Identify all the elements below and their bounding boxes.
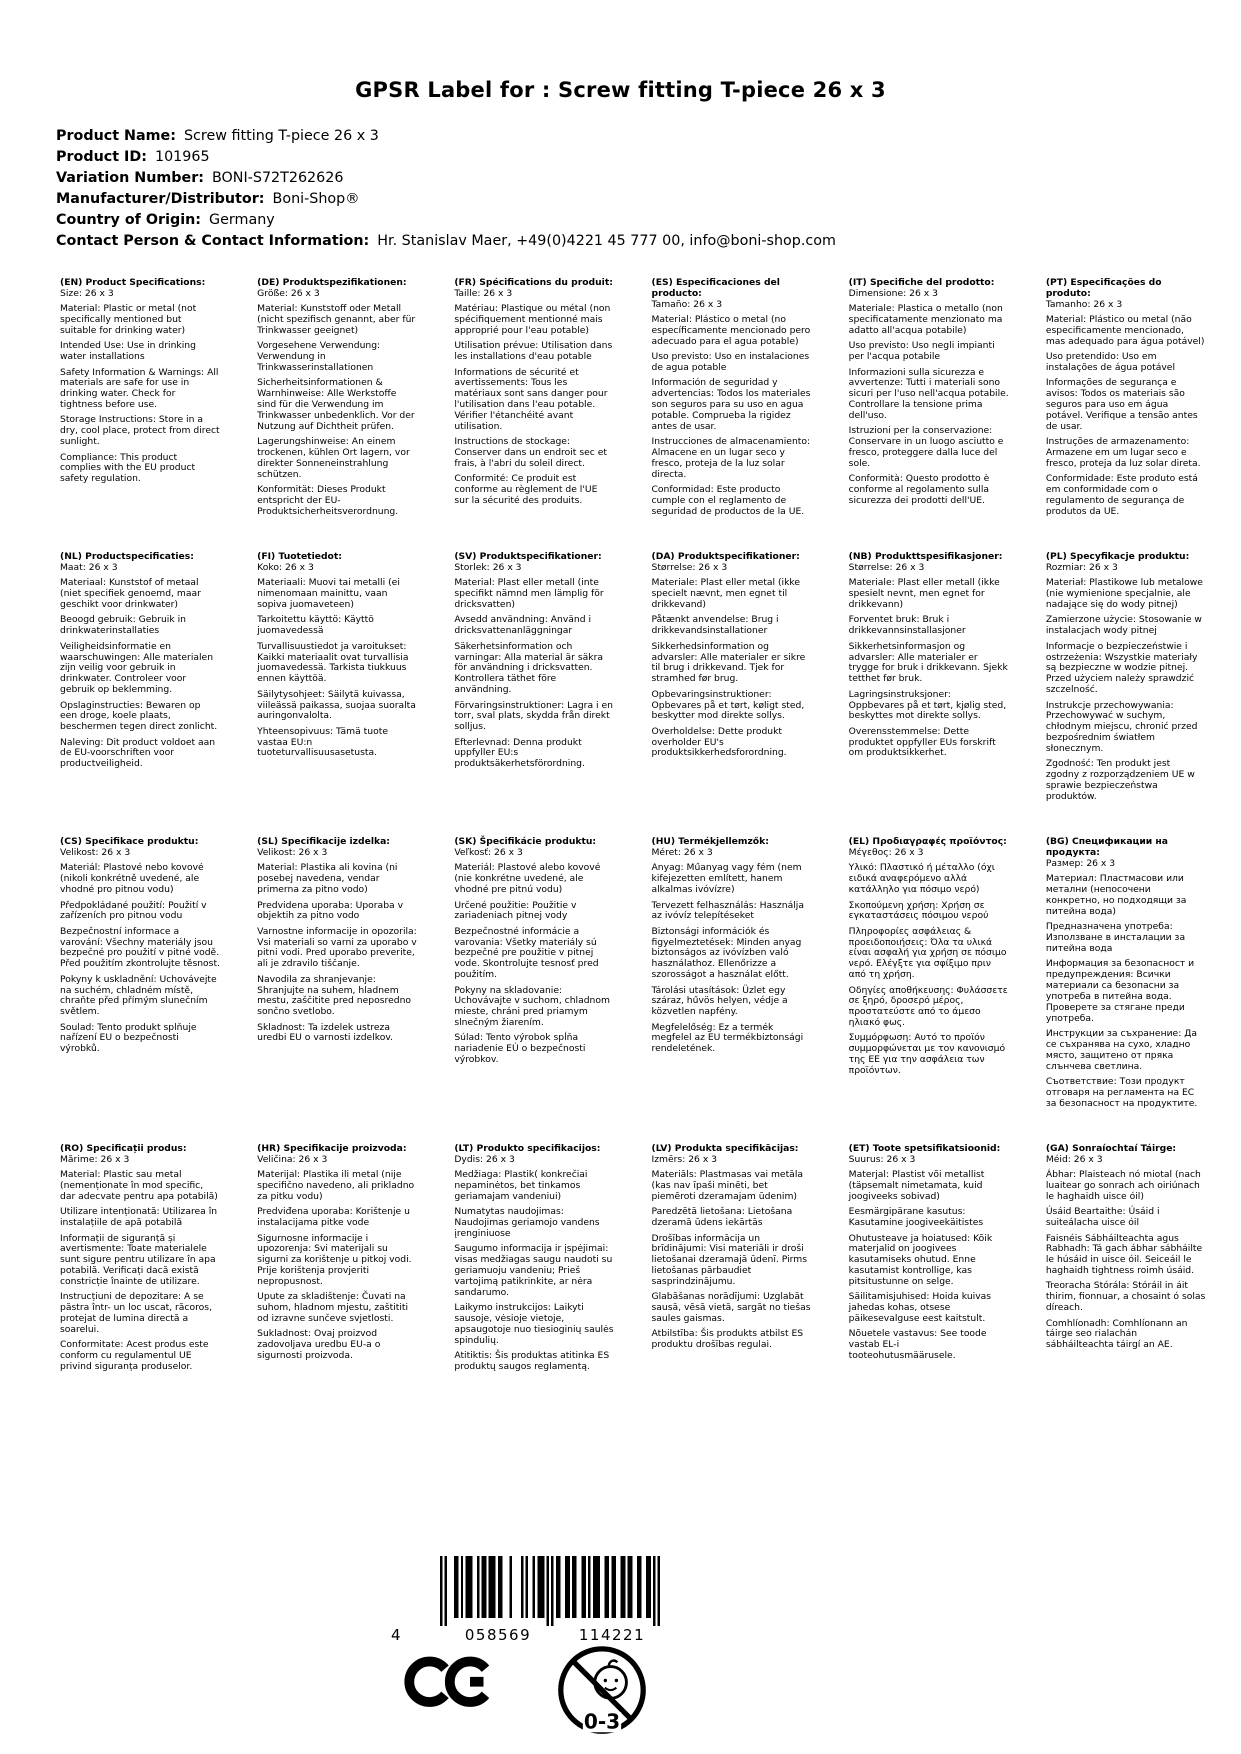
- spec-paragraph: Pokyny k uskladnění: Uchovávejte na suchém, chladném místě, chraňte před přímým slunečním světlem.: [60, 973, 217, 1018]
- product-info: [56, 126, 836, 252]
- barcode-digit-group-right: 114221: [578, 1626, 646, 1644]
- spec-paragraph: Οδηγίες αποθήκευσης: Φυλάσσετε σε ξηρό, δροσερό μέρος, προστατεύστε από το άμεσο ηλιακό φως.: [848, 984, 1008, 1029]
- spec-block-title: (NB) Produkttspesifikasjoner:: [848, 551, 1003, 563]
- spec-paragraph: Информация за безопасност и предупреждения: Всички материали са безопасни за употреба в питейна вода. Проверете за стягане преди употреба.: [1045, 958, 1195, 1024]
- spec-block-ro: [60, 1144, 220, 1377]
- spec-paragraph: Υλικό: Πλαστικό ή μέταλλο (όχι ειδικά αναφερόμενο αλλά κατάλληλο για πόσιμο νερό): [848, 862, 995, 896]
- product-info-label: Variation Number:: [56, 170, 204, 186]
- spec-paragraph: Faisnéis Sábháilteachta agus Rabhadh: Tá gach ábhar sábháilte le húsáid in uisce óil. Seiceáil le haghaidh tightness roimh úsáid.: [1045, 1232, 1203, 1277]
- barcode-digits: [388, 1626, 678, 1646]
- spec-paragraph: Izmērs: 26 x 3: [651, 1153, 718, 1165]
- spec-block-title: (NL) Productspecificaties:: [60, 551, 194, 563]
- spec-paragraph: Dydis: 26 x 3: [454, 1153, 515, 1165]
- spec-paragraph: Informazioni sulla sicurezza e avvertenze: Tutti i materiali sono sicuri per l'uso nell'acqua potabile. Controllare la tensione prima dell'uso.: [848, 366, 1009, 421]
- spec-paragraph: Размер: 26 x 3: [1045, 857, 1116, 869]
- spec-paragraph: Beoogd gebruik: Gebruik in drinkwaterinstallaties: [60, 614, 186, 637]
- spec-block-lv: [652, 1144, 812, 1377]
- spec-paragraph: Rozmiar: 26 x 3: [1045, 562, 1118, 574]
- spec-paragraph: Súlad: Tento výrobok spĺňa nariadenie EÚ o bezpečnosti výrobkov.: [454, 1032, 586, 1066]
- spec-paragraph: Säilitamisjuhised: Hoida kuivas jahedas kohas, otsese päikesevalguse eest kaitstult.: [848, 1291, 992, 1325]
- spec-block-title: (LT) Produkto specifikacijos:: [454, 1143, 601, 1154]
- page-title: GPSR Label for : Screw fitting T-piece 26 x 3: [355, 78, 886, 102]
- spec-paragraph: Tamanho: 26 x 3: [1045, 298, 1123, 310]
- spec-paragraph: Uso pretendido: Uso em instalações de água potável: [1045, 351, 1176, 374]
- spec-paragraph: Glabāšanas norādījumi: Uzglabāt sausā, vēsā vietā, sargāt no tiešas saules gaismas.: [651, 1291, 811, 1325]
- spec-paragraph: Uso previsto: Uso en instalaciones de agua potable: [651, 351, 810, 374]
- spec-paragraph: Předpokládané použití: Použití v zařízeních pro pitnou vodu: [60, 899, 207, 922]
- spec-paragraph: Säkerhetsinformation och varningar: Alla material är säkra för användning i dricksvatten. Kontrollera täthet före användning.: [454, 640, 603, 696]
- spec-paragraph: Eesmärgipärane kasutus: Kasutamine joogiveekäitistes: [848, 1206, 984, 1229]
- product-info-label: Product Name:: [56, 128, 176, 144]
- spec-paragraph: Overholdelse: Dette produkt overholder EU's produktsikkerhedsforordning.: [651, 725, 787, 759]
- product-info-value: Screw fitting T-piece 26 x 3: [183, 128, 379, 144]
- spec-paragraph: Predviđena uporaba: Korištenje u instalacijama pitke vode: [257, 1206, 410, 1229]
- spec-paragraph: Säilytysohjeet: Säilytä kuivassa, viileässä paikassa, suojaa suoralta auringonvalolta.: [257, 688, 416, 722]
- spec-paragraph: Conformité: Ce produit est conforme au règlement de l'UE sur la sécurité des produits.: [454, 473, 598, 506]
- spec-paragraph: Efterlevnad: Denna produkt uppfyller EU:s produktsäkerhetsförordning.: [454, 736, 585, 770]
- baby-face-icon: [595, 1667, 627, 1699]
- spec-paragraph: Zgodność: Ten produkt jest zgodny z rozporządzeniem UE w sprawie bezpieczeństwa produktów.: [1045, 758, 1195, 802]
- spec-paragraph: Veličina: 26 x 3: [257, 1153, 328, 1165]
- spec-paragraph: Medžiaga: Plastik( konkrečiai nepaminėtos, bet tinkamos geriamajam vandeniui): [454, 1169, 588, 1202]
- spec-block-sv: [454, 552, 614, 807]
- spec-paragraph: Instrucciones de almacenamiento: Almacene en un lugar seco y fresco, proteja de la luz solar directa.: [651, 436, 811, 480]
- spec-block-it: [849, 278, 1009, 522]
- spec-block-title: (GA) Sonraíochtaí Táirge:: [1045, 1143, 1177, 1154]
- spec-paragraph: Lagringsinstruksjoner: Oppbevares på et tørt, kjølig sted, beskyttes mot direkte sollys.: [848, 688, 1007, 722]
- spec-paragraph: Safety Information & Warnings: All materials are safe for use in drinking water. Check for tightness before use.: [60, 366, 219, 411]
- spec-paragraph: Materiál: Plastové nebo kovové (nikoli konkrétně uvedené, ale vhodné pro pitnou vodu): [60, 862, 204, 896]
- spec-paragraph: Conformitate: Acest produs este conform cu regulamentul UE privind siguranța produselor.: [60, 1339, 209, 1372]
- spec-block-en: [60, 278, 220, 522]
- spec-paragraph: Drošības informācija un brīdinājumi: Visi materiāli ir droši lietošanai dzeramajā ūdenī. Pirms lietošanas pārbaudiet sasprindzinājumu.: [651, 1232, 807, 1287]
- spec-block-title: (ET) Toote spetsifikatsioonid:: [848, 1143, 1001, 1154]
- spec-paragraph: Materiál: Plastové alebo kovové (nie konkrétne uvedené, ale vhodné pre pitnú vodu): [454, 862, 601, 896]
- spec-paragraph: Material: Kunststoff oder Metall (nicht spezifisch genannt, aber für Trinkwasser geeignet): [257, 303, 416, 336]
- spec-block-title: (SK) Špecifikácie produktu:: [454, 836, 597, 848]
- spec-paragraph: Ohutusteave ja hoiatused: Kõik materjalid on joogivees kasutamiseks ohutud. Enne kasutamist kontrollige, kas pitsitustunne on selge.: [848, 1232, 993, 1287]
- spec-paragraph: Sigurnosne informacije i upozorenja: Svi materijali su sigurni za korištenje u pitkoj vodi. Prije korištenja provjeriti nepropusnost.: [257, 1232, 412, 1287]
- spec-paragraph: Materiaali: Muovi tai metalli (ei nimenomaan mainittu, vaan sopiva juomaveteen): [257, 577, 400, 611]
- spec-paragraph: Μέγεθος: 26 x 3: [848, 847, 924, 859]
- spec-paragraph: Koko: 26 x 3: [257, 562, 314, 574]
- spec-paragraph: Tamaño: 26 x 3: [651, 298, 723, 310]
- product-info-label: Country of Origin:: [56, 212, 202, 228]
- spec-paragraph: Matériau: Plastique ou métal (non spécifiquement mentionné mais approprié pour l'eau potable): [454, 303, 611, 336]
- spec-paragraph: Určené použitie: Použitie v zariadeniach pitnej vody: [454, 899, 577, 922]
- spec-paragraph: Инструкции за съхранение: Да се съхранява на сухо, хладно място, защитено от пряка слънчева светлина.: [1045, 1027, 1198, 1072]
- spec-paragraph: Zamierzone użycie: Stosowanie w instalacjach wody pitnej: [1045, 614, 1202, 637]
- language-specs-grid: [60, 278, 1206, 1377]
- spec-paragraph: Συμμόρφωση: Αυτό το προϊόν συμμορφώνεται με τον κανονισμό της ΕΕ για την ασφάλεια των προϊόντων.: [848, 1032, 1006, 1077]
- spec-block-bg: [1046, 837, 1206, 1114]
- spec-paragraph: Materiał: Plastikowe lub metalowe (nie wymienione specjalnie, ale nadające się do wody pitnej): [1045, 577, 1203, 611]
- spec-paragraph: Veľkosť: 26 x 3: [454, 847, 523, 859]
- spec-paragraph: Tervezett felhasználás: Használja az ivóvíz telepítéseket: [651, 899, 804, 922]
- spec-paragraph: Material: Plast eller metall (inte specifikt nämnd men lämplig för dricksvatten): [454, 577, 604, 611]
- spec-block-sk: [454, 837, 614, 1114]
- spec-paragraph: Avsedd användning: Använd i dricksvattenanläggningar: [454, 614, 592, 637]
- spec-block-et: [849, 1144, 1009, 1377]
- product-info-row: [56, 210, 836, 231]
- spec-paragraph: Informații de siguranță și avertismente: Toate materialele sunt sigure pentru utilizare în apa potabilă. Verificați dacă există constricție înainte de utilizare.: [60, 1232, 216, 1287]
- spec-block-fr: [454, 278, 614, 522]
- spec-paragraph: Taille: 26 x 3: [454, 287, 513, 299]
- spec-block-fi: [257, 552, 417, 807]
- spec-paragraph: Treoracha Stórála: Stóráil in áit thirim, fionnuar, a chosaint ó solas díreach.: [1045, 1280, 1206, 1314]
- spec-block-ga: [1046, 1144, 1206, 1377]
- spec-paragraph: Istruzioni per la conservazione: Conservare in un luogo asciutto e fresco, proteggere dalla luce del sole.: [848, 425, 1004, 469]
- product-info-row: [56, 189, 836, 210]
- spec-block-title: (HR) Specifikacije proizvoda:: [257, 1143, 407, 1154]
- product-info-row: [56, 231, 836, 252]
- spec-paragraph: Informacje o bezpieczeństwie i ostrzeżenia: Wszystkie materiały są bezpieczne w wodzie pitnej. Przed użyciem należy sprawdzić szczelność.: [1045, 640, 1198, 696]
- spec-paragraph: Material: Plástico o metal (no específicamente mencionado pero adecuado para el agua potable): [651, 314, 811, 347]
- spec-paragraph: Tárolási utasítások: Üzlet egy száraz, hűvös helyen, védje a közvetlen napfény.: [651, 984, 788, 1018]
- spec-block-title: (FI) Tuotetiedot:: [257, 551, 342, 563]
- spec-block-title: (CS) Specifikace produktu:: [60, 836, 199, 848]
- spec-paragraph: Lagerungshinweise: An einem trockenen, kühlen Ort lagern, vor direkter Sonneneinstrahlung schützen.: [257, 436, 410, 480]
- spec-block-es: [652, 278, 812, 522]
- spec-block-de: [257, 278, 417, 522]
- barcode-digit-prefix: 4: [391, 1626, 401, 1644]
- spec-paragraph: Storage Instructions: Store in a dry, cool place, protect from direct sunlight.: [60, 414, 220, 448]
- spec-paragraph: Upute za skladištenje: Čuvati na suhom, hladnom mjestu, zaštititi od izravne sunčeve svjetlosti.: [257, 1291, 409, 1325]
- age-warning-label: 0-3: [583, 1709, 621, 1734]
- spec-paragraph: Úsáid Beartaithe: Úsáid i suiteálacha uisce óil: [1045, 1206, 1160, 1229]
- spec-paragraph: Utilizare intenționată: Utilizarea în instalațiile de apă potabilă: [60, 1206, 218, 1229]
- spec-paragraph: Predvidena uporaba: Uporaba v objektih za pitno vodo: [257, 899, 404, 922]
- spec-block-title: (BG) Спецификации на продукта:: [1045, 836, 1168, 859]
- product-info-value: Germany: [209, 212, 275, 228]
- spec-paragraph: Veiligheidsinformatie en waarschuwingen: Alle materialen zijn veilig voor gebruik in drinkwater. Controleer voor gebruik op beklemming.: [60, 640, 214, 696]
- spec-block-title: (DA) Produktspecifikationer:: [651, 551, 800, 563]
- spec-paragraph: Størrelse: 26 x 3: [848, 562, 925, 574]
- spec-block-title: (PT) Especificações do produto:: [1045, 277, 1162, 299]
- spec-paragraph: Skladnost: Ta izdelek ustreza uredbi EU o varnosti izdelkov.: [257, 1021, 393, 1044]
- spec-block-title: (DE) Produktspezifikationen:: [257, 277, 407, 288]
- spec-paragraph: Материал: Пластмасови или метални (непосочени конкретно, но подходящи за питейна вода): [1045, 873, 1187, 917]
- spec-paragraph: Предназначена употреба: Използване в инсталации за питейна вода: [1045, 921, 1186, 954]
- product-info-row: [56, 168, 836, 189]
- spec-block-title: (LV) Produkta specifikācijas:: [651, 1143, 799, 1154]
- spec-paragraph: Biztonsági információk és figyelmeztetések: Minden anyag biztonságos az ivóvízben való használathoz. Ellenőrizze a szorosságot a használat előtt.: [651, 925, 802, 981]
- spec-paragraph: Maat: 26 x 3: [60, 562, 118, 574]
- spec-paragraph: Mărime: 26 x 3: [60, 1153, 130, 1165]
- spec-block-cs: [60, 837, 220, 1114]
- spec-paragraph: Съответствие: Този продукт отговаря на регламента на ЕС за безопасност на продуктите.: [1045, 1075, 1198, 1109]
- spec-paragraph: Dimensione: 26 x 3: [848, 287, 938, 299]
- spec-block-title: (RO) Specificații produs:: [60, 1143, 187, 1154]
- spec-paragraph: Anyag: Műanyag vagy fém (nem kifejezetten említett, hanem alkalmas ivóvízre): [651, 862, 802, 896]
- spec-paragraph: Conformidad: Este producto cumple con el reglamento de seguridad de productos de la UE.: [651, 484, 805, 517]
- spec-paragraph: Velikost: 26 x 3: [257, 847, 328, 859]
- spec-paragraph: Sikkerhetsinformasjon og advarsler: Alle materialer er trygge for bruk i drikkevann. Sjekk tetthet før bruk.: [848, 640, 1008, 685]
- spec-paragraph: Pokyny na skladovanie: Uchovávajte v suchom, chladnom mieste, chráni pred priamym slnečným žiarením.: [454, 984, 610, 1029]
- product-info-value: BONI-S72T262626: [211, 170, 344, 186]
- spec-paragraph: Material: Plastika ali kovina (ni posebej navedena, vendar primerna za pitno vodo): [257, 862, 398, 896]
- spec-paragraph: Utilisation prévue: Utilisation dans les installations d'eau potable: [454, 340, 613, 363]
- spec-paragraph: Instrukcje przechowywania: Przechowywać w suchym, chłodnym miejscu, chronić przed bezpośrednim światłem słonecznym.: [1045, 699, 1198, 754]
- spec-paragraph: Información de seguridad y advertencias: Todos los materiales son seguros para su uso en agua potable. Comprueba la rigidez antes de usar.: [651, 377, 811, 432]
- spec-paragraph: Turvallisuustiedot ja varoitukset: Kaikki materiaalit ovat turvallisia juomavedessä. Tarkista tiukkuus ennen käyttöä.: [257, 640, 409, 685]
- spec-paragraph: Opbevaringsinstruktioner: Opbevares på et tørt, køligt sted, beskytter mod direkte sollys.: [651, 688, 805, 722]
- spec-paragraph: Varnostne informacije in opozorila: Vsi materiali so varni za uporabo v pitni vodi. Pred uporabo preverite, ali je zdravilo tiščanje.: [257, 925, 417, 970]
- spec-block-sl: [257, 837, 417, 1114]
- spec-paragraph: Forventet bruk: Bruk i drikkevannsinstallasjoner: [848, 614, 966, 637]
- spec-paragraph: Bezpečnostné informácie a varovania: Všetky materiály sú bezpečné pre použitie v pitnej vode. Skontrolujte tesnosť pred použitím.: [454, 925, 599, 981]
- spec-paragraph: Conformità: Questo prodotto è conforme al regolamento sulla sicurezza dei prodotti dell'UE.: [848, 473, 990, 506]
- product-info-label: Contact Person & Contact Information:: [56, 233, 370, 249]
- spec-paragraph: Naleving: Dit product voldoet aan de EU-voorschriften voor productveiligheid.: [60, 736, 216, 770]
- spec-block-lt: [454, 1144, 614, 1377]
- spec-block-nl: [60, 552, 220, 807]
- spec-paragraph: Tarkoitettu käyttö: Käyttö juomavedessä: [257, 614, 374, 637]
- product-info-value: Boni-Shop®: [272, 191, 360, 207]
- product-info-label: Manufacturer/Distributor:: [56, 191, 265, 207]
- spec-paragraph: Saugumo informacija ir įspėjimai: visas medžiagas saugu naudoti su geriamuoju vandeniu; Prieš vartojimą patikrinkite, ar nėra sandarumo.: [454, 1243, 613, 1298]
- spec-paragraph: Instruções de armazenamento: Armazene em um lugar seco e fresco, proteja da luz solar direta.: [1045, 436, 1201, 469]
- spec-paragraph: Ábhar: Plaisteach nó miotal (nach luaitear go sonrach ach oiriúnach le haghaidh uisce óil): [1045, 1169, 1201, 1202]
- spec-block-title: (FR) Spécifications du produit:: [454, 277, 613, 288]
- spec-paragraph: Bezpečnostní informace a varování: Všechny materiály jsou bezpečné pro použití v pitné vodě. Před použitím zkontrolujte těsnost.: [60, 925, 220, 970]
- spec-block-title: (HU) Termékjellemzők:: [651, 836, 769, 848]
- spec-paragraph: Uso previsto: Uso negli impianti per l'acqua potabile: [848, 340, 995, 363]
- spec-paragraph: Conformidade: Este produto está em conformidade com o regulamento de segurança de produtos da UE.: [1045, 473, 1198, 517]
- spec-paragraph: Comhlíonadh: Comhlíonann an táirge seo rialachán sábháilteachta táirgí an AE.: [1045, 1317, 1188, 1351]
- spec-paragraph: Opslaginstructies: Bewaren op een droge, koele plaats, beschermen tegen direct zonlicht.: [60, 699, 218, 733]
- spec-paragraph: Instrucțiuni de depozitare: A se păstra într- un loc uscat, răcoros, protejat de lumina directă a soarelui.: [60, 1291, 213, 1335]
- spec-block-title: (EL) Προδιαγραφές προϊόντος:: [848, 836, 1007, 848]
- spec-paragraph: Vorgesehene Verwendung: Verwendung in Trinkwasserinstallationen: [257, 340, 381, 374]
- spec-block-nb: [849, 552, 1009, 807]
- product-info-row: [56, 147, 836, 168]
- spec-block-pl: [1046, 552, 1206, 807]
- spec-paragraph: Size: 26 x 3: [60, 287, 114, 299]
- product-info-value: 101965: [154, 149, 210, 165]
- spec-paragraph: Atbilstība: Šis produkts atbilst ES produktu drošības regulai.: [651, 1328, 804, 1351]
- spec-paragraph: Intended Use: Use in drinking water installations: [60, 340, 196, 363]
- spec-paragraph: Materjal: Plastist või metallist (täpsemalt nimetamata, kuid joogiveeks sobivad): [848, 1169, 985, 1202]
- spec-block-da: [652, 552, 812, 807]
- spec-paragraph: Informações de segurança e avisos: Todos os materiais são seguros para uso em água potável. Verifique a tensão antes de usar.: [1045, 377, 1198, 432]
- spec-block-title: (ES) Especificaciones del producto:: [651, 277, 780, 299]
- spec-block-title: (IT) Specifiche del prodotto:: [848, 277, 995, 288]
- product-info-label: Product ID:: [56, 149, 147, 165]
- spec-paragraph: Velikost: 26 x 3: [60, 847, 131, 859]
- barcode-digit-group-left: 058569: [464, 1626, 532, 1644]
- product-info-value: Hr. Stanislav Maer, +49(0)4221 45 777 00, info@boni-shop.com: [377, 233, 836, 249]
- spec-paragraph: Σκοπούμενη χρήση: Χρήση σε εγκαταστάσεις πόσιμου νερού: [848, 899, 989, 922]
- spec-paragraph: Compliance: This product complies with the EU product safety regulation.: [60, 451, 196, 485]
- spec-paragraph: Material: Plastic sau metal (nemenționate în mod specific, dar adecvate pentru apa potabilă): [60, 1169, 218, 1202]
- spec-paragraph: Konformität: Dieses Produkt entspricht der EU-Produktsicherheitsverordnung.: [257, 484, 399, 517]
- spec-paragraph: Nõuetele vastavus: See toode vastab EL-i tooteohutusmäärusele.: [848, 1328, 987, 1362]
- spec-paragraph: Suurus: 26 x 3: [848, 1153, 916, 1165]
- spec-paragraph: Sicherheitsinformationen & Warnhinweise: Alle Werkstoffe sind für die Verwendung im Trinkwasser unbedenklich. Vor der Nutzung auf Dichtheit prüfen.: [257, 377, 415, 432]
- spec-paragraph: Overensstemmelse: Dette produktet oppfyller EUs forskrift om produktsikkerhet.: [848, 725, 996, 759]
- spec-paragraph: Materiale: Plast eller metal (ikke specielt nævnt, men egnet til drikkevand): [651, 577, 801, 611]
- spec-paragraph: Laikymo instrukcijos: Laikyti sausoje, vėsioje vietoje, apsaugotoje nuo tiesioginių saulės spindulių.: [454, 1302, 614, 1346]
- spec-paragraph: Numatytas naudojimas: Naudojimas geriamojo vandens įrenginiuose: [454, 1206, 600, 1240]
- spec-paragraph: Materiaal: Kunststof of metaal (niet specifiek genoemd, maar geschikt voor drinkwater): [60, 577, 201, 611]
- spec-paragraph: Påtænkt anvendelse: Brug i drikkevandsinstallationer: [651, 614, 779, 637]
- spec-paragraph: Materiale: Plast eller metall (ikke spesielt nevnt, men egnet for drikkevann): [848, 577, 1000, 611]
- spec-paragraph: Materiale: Plastica o metallo (non specificatamente menzionato ma adatto all'acqua potabile): [848, 303, 1003, 336]
- spec-paragraph: Megfelelőség: Ez a termék megfelel az EU termékbiztonsági rendeletének.: [651, 1021, 804, 1055]
- spec-block-title: (SL) Specifikacije izdelka:: [257, 836, 390, 848]
- spec-paragraph: Materiāls: Plastmasas vai metāla (kas nav īpaši minēti, bet piemēroti dzeramajam ūdenim): [651, 1169, 803, 1202]
- spec-paragraph: Informations de sécurité et avertissements: Tous les matériaux sont sans danger pour l'utilisation dans l'eau potable. Vérifier l'étanchéité avant utilisation.: [454, 366, 608, 432]
- spec-paragraph: Soulad: Tento produkt splňuje nařízení EU o bezpečnosti výrobků.: [60, 1021, 197, 1055]
- product-info-row: [56, 126, 836, 147]
- spec-paragraph: Navodila za shranjevanje: Shranjujte na suhem, hladnem mestu, zaščitite pred neposredno sončno svetlobo.: [257, 973, 412, 1018]
- spec-paragraph: Material: Plástico ou metal (não especificamente mencionado, mas adequado para água potável): [1045, 314, 1205, 347]
- spec-paragraph: Méid: 26 x 3: [1045, 1153, 1103, 1165]
- spec-paragraph: Materijal: Plastika ili metal (nije specifično navedeno, ali prikladno za pitku vodu): [257, 1169, 415, 1202]
- spec-block-hr: [257, 1144, 417, 1377]
- spec-paragraph: Größe: 26 x 3: [257, 287, 320, 299]
- age-warning-0-3-icon: [556, 1644, 648, 1740]
- spec-block-pt: [1046, 278, 1206, 522]
- spec-paragraph: Paredzētā lietošana: Lietošana dzeramā ūdens iekārtās: [651, 1206, 793, 1229]
- ce-mark-icon: [404, 1654, 494, 1710]
- barcode-bars: [440, 1556, 660, 1626]
- spec-paragraph: Förvaringsinstruktioner: Lagra i en torr, sval plats, skydda från direkt solljus.: [454, 699, 613, 733]
- spec-paragraph: Méret: 26 x 3: [651, 847, 713, 859]
- spec-paragraph: Storlek: 26 x 3: [454, 562, 522, 574]
- spec-block-el: [849, 837, 1009, 1114]
- spec-paragraph: Yhteensopivuus: Tämä tuote vastaa EU:n tuoteturvallisuusasetusta.: [257, 725, 388, 759]
- spec-block-hu: [652, 837, 812, 1114]
- spec-paragraph: Material: Plastic or metal (not specifically mentioned but suitable for drinking water): [60, 303, 197, 336]
- spec-paragraph: Instructions de stockage: Conserver dans un endroit sec et frais, à l'abri du soleil direct.: [454, 436, 607, 469]
- spec-paragraph: Sikkerhedsinformation og advarsler: Alle materialer er sikre til brug i drikkevand. Tjek for stramhed før brug.: [651, 640, 806, 685]
- spec-paragraph: Πληροφορίες ασφάλειας & προειδοποιήσεις: Όλα τα υλικά είναι ασφαλή για χρήση σε πόσιμο νερό. Ελέγξτε για σφίξιμο πριν από τη χρήση.: [848, 925, 1007, 981]
- spec-paragraph: Sukladnost: Ovaj proizvod zadovoljava uredbu EU-a o sigurnosti proizvoda.: [257, 1328, 381, 1362]
- spec-block-title: (PL) Specyfikacje produktu:: [1045, 551, 1190, 563]
- spec-block-title: (SV) Produktspecifikationer:: [454, 551, 602, 563]
- spec-block-title: (EN) Product Specifications:: [60, 277, 206, 288]
- spec-paragraph: Atitiktis: Šis produktas atitinka ES produktų saugos reglamentą.: [454, 1350, 610, 1372]
- spec-paragraph: Størrelse: 26 x 3: [651, 562, 728, 574]
